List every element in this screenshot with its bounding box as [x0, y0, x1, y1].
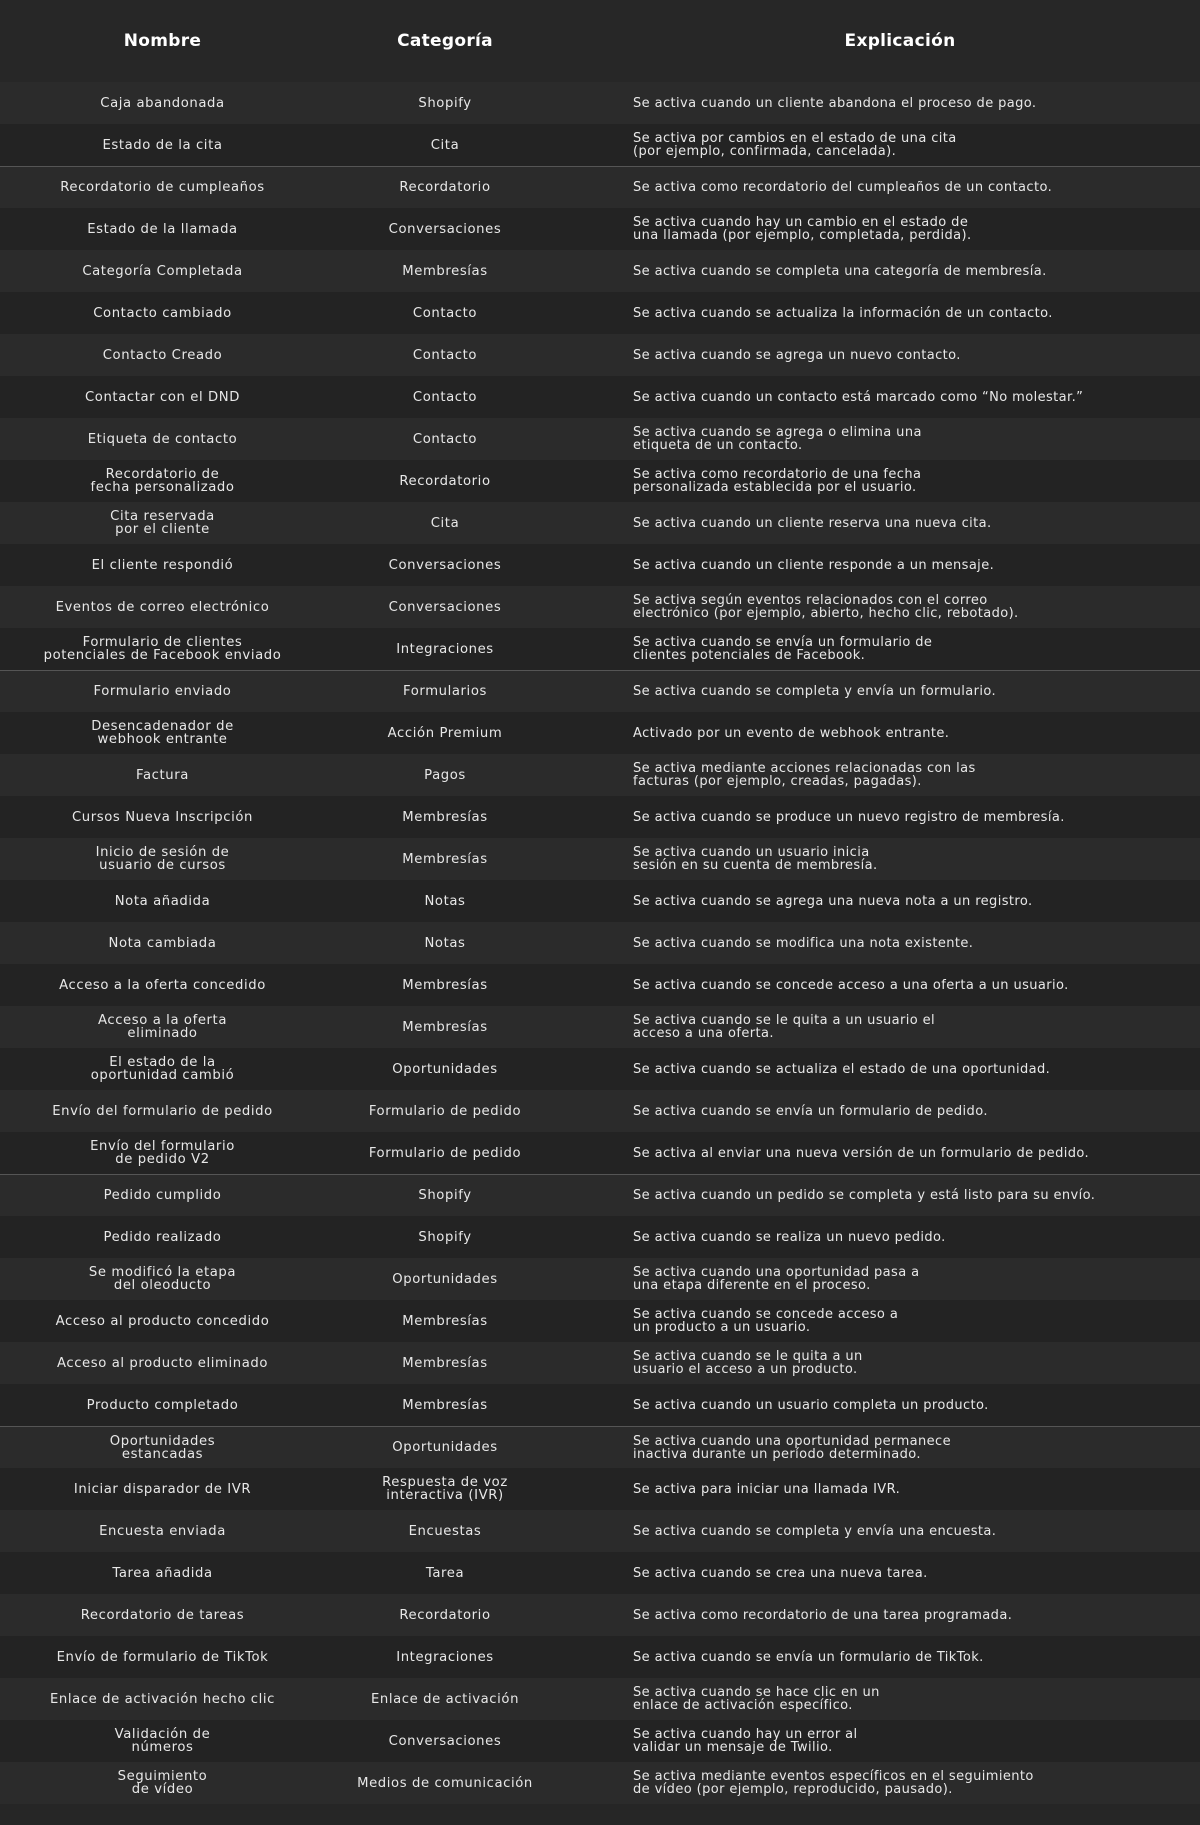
table-row — [0, 1510, 1200, 1552]
table-row — [0, 82, 1200, 124]
row-explanation: Se activa cuando se realiza un nuevo pedido. — [633, 1229, 946, 1245]
row-explanation: Se activa cuando un usuario inicia sesión en su cuenta de membresía. — [633, 845, 878, 873]
row-explanation: Se activa cuando se hace clic en un enlace de activación específico. — [633, 1685, 880, 1713]
table-row — [0, 292, 1200, 334]
row-name: Cursos Nueva Inscripción — [72, 809, 253, 825]
row-category: Recordatorio — [399, 180, 491, 195]
row-name: El estado de la oportunidad cambió — [90, 1055, 235, 1083]
row-explanation: Se activa cuando una oportunidad pasa a una etapa diferente en el proceso. — [633, 1265, 920, 1293]
table-header — [0, 0, 1200, 82]
row-explanation: Se activa mediante eventos específicos en el seguimiento de vídeo (por ejemplo, reproducido, pausado). — [633, 1769, 1034, 1797]
row-name: Envío del formulario de pedido — [52, 1103, 273, 1119]
row-explanation: Se activa cuando se le quita a un usuario el acceso a una oferta. — [633, 1013, 936, 1041]
row-name: Formulario de clientes potenciales de Facebook enviado — [43, 635, 282, 663]
row-explanation: Se activa cuando un cliente reserva una nueva cita. — [633, 515, 992, 531]
row-category: Membresías — [402, 809, 488, 825]
row-explanation: Se activa cuando un usuario completa un producto. — [633, 1397, 989, 1413]
table-row — [0, 1426, 1200, 1468]
row-name: Oportunidades estancadas — [109, 1433, 216, 1462]
table-row — [0, 250, 1200, 292]
row-category: Oportunidades — [392, 1440, 498, 1455]
row-name: Caja abandonada — [100, 95, 225, 111]
row-category: Contacto — [412, 431, 478, 447]
table-row — [0, 880, 1200, 922]
table-row — [0, 334, 1200, 376]
table-row — [0, 838, 1200, 880]
row-explanation: Se activa por cambios en el estado de una cita (por ejemplo, confirmada, cancelada). — [633, 131, 957, 159]
row-name: Tarea añadida — [112, 1565, 213, 1581]
table-row — [0, 502, 1200, 544]
table-row — [0, 1174, 1200, 1216]
row-name: Nota cambiada — [108, 935, 217, 951]
row-category: Formulario de pedido — [368, 1103, 522, 1119]
row-category: Conversaciones — [388, 557, 502, 573]
row-explanation: Se activa cuando un cliente responde a un mensaje. — [633, 557, 995, 573]
header-explanation: Explicación — [844, 31, 956, 51]
table-row — [0, 544, 1200, 586]
row-name: Acceso a la oferta eliminado — [97, 1013, 228, 1041]
row-category: Oportunidades — [392, 1061, 498, 1077]
row-name: Formulario enviado — [93, 684, 232, 699]
table-row — [0, 460, 1200, 502]
table-row — [0, 418, 1200, 460]
table-row — [0, 796, 1200, 838]
row-category: Membresías — [402, 263, 488, 279]
row-name: Se modificó la etapa del oleoducto — [88, 1265, 237, 1293]
row-name: Eventos de correo electrónico — [55, 599, 270, 615]
row-name: Categoría Completada — [82, 263, 243, 279]
row-explanation: Se activa cuando se agrega una nueva nota a un registro. — [633, 893, 1033, 909]
row-name: Etiqueta de contacto — [87, 431, 238, 447]
row-name: Nota añadida — [114, 893, 211, 909]
row-name: Iniciar disparador de IVR — [73, 1481, 252, 1497]
row-explanation: Se activa como recordatorio de una fecha personalizada establecida por el usuario. — [633, 467, 922, 495]
row-explanation: Se activa cuando se concede acceso a un producto a un usuario. — [633, 1307, 899, 1335]
row-explanation: Se activa cuando un pedido se completa y está listo para su envío. — [633, 1188, 1096, 1203]
row-category: Contacto — [412, 305, 478, 321]
row-explanation: Se activa cuando se actualiza la información de un contacto. — [633, 305, 1053, 321]
table-row — [0, 964, 1200, 1006]
row-name: Cita reservada por el cliente — [110, 509, 215, 537]
table-row — [0, 1258, 1200, 1300]
row-name: Acceso a la oferta concedido — [59, 977, 266, 993]
row-category: Formulario de pedido — [368, 1145, 522, 1161]
table-row — [0, 670, 1200, 712]
row-explanation: Se activa como recordatorio del cumpleaños de un contacto. — [633, 180, 1053, 195]
table-row — [0, 628, 1200, 670]
row-category: Conversaciones — [388, 221, 502, 237]
table-row — [0, 376, 1200, 418]
row-category: Tarea — [425, 1565, 465, 1581]
row-explanation: Se activa cuando una oportunidad permanece inactiva durante un período determinado. — [633, 1433, 951, 1462]
row-name: Envío de formulario de TikTok — [56, 1649, 269, 1665]
row-explanation: Se activa para iniciar una llamada IVR. — [633, 1481, 901, 1497]
row-category: Recordatorio — [399, 1607, 491, 1623]
row-explanation: Se activa cuando se completa y envía un formulario. — [633, 684, 997, 699]
row-category: Shopify — [418, 1188, 472, 1203]
table-row — [0, 1048, 1200, 1090]
row-explanation: Se activa cuando se crea una nueva tarea. — [633, 1565, 928, 1581]
row-category: Formularios — [403, 684, 487, 699]
row-category: Membresías — [402, 977, 488, 993]
row-explanation: Se activa cuando se agrega un nuevo contacto. — [633, 347, 961, 363]
row-category: Membresías — [402, 1397, 488, 1413]
row-category: Pagos — [424, 767, 466, 783]
table-row — [0, 1132, 1200, 1174]
row-explanation: Se activa cuando se actualiza el estado de una oportunidad. — [633, 1061, 1051, 1077]
row-name: Acceso al producto concedido — [55, 1313, 270, 1329]
table-row — [0, 1678, 1200, 1720]
row-category: Encuestas — [408, 1523, 482, 1539]
row-explanation: Se activa al enviar una nueva versión de un formulario de pedido. — [633, 1145, 1090, 1161]
row-explanation: Se activa cuando un cliente abandona el proceso de pago. — [633, 95, 1037, 111]
row-explanation: Se activa como recordatorio de una tarea programada. — [633, 1607, 1013, 1623]
row-category: Notas — [424, 935, 466, 951]
header-category: Categoría — [397, 31, 493, 51]
row-name: Contactar con el DND — [84, 389, 240, 405]
row-explanation: Se activa cuando se modifica una nota existente. — [633, 935, 974, 951]
row-explanation: Se activa según eventos relacionados con el correo electrónico (por ejemplo, abierto, hecho clic, rebotado). — [633, 593, 1019, 621]
row-category: Shopify — [418, 1229, 472, 1245]
row-category: Integraciones — [396, 641, 494, 657]
row-category: Conversaciones — [388, 599, 502, 615]
row-name: Pedido realizado — [103, 1229, 222, 1245]
table-row — [0, 1300, 1200, 1342]
row-category: Recordatorio — [399, 473, 491, 489]
table-row — [0, 1762, 1200, 1804]
row-name: Factura — [136, 767, 189, 783]
row-name: Producto completado — [86, 1397, 239, 1413]
row-explanation: Activado por un evento de webhook entrante. — [633, 725, 950, 741]
row-name: Desencadenador de webhook entrante — [91, 719, 234, 747]
row-category: Acción Premium — [387, 725, 503, 741]
row-explanation: Se activa cuando se produce un nuevo registro de membresía. — [633, 809, 1065, 825]
row-name: Seguimiento de vídeo — [117, 1769, 208, 1797]
row-category: Cita — [430, 515, 460, 531]
table-row — [0, 1636, 1200, 1678]
row-name: El cliente respondió — [91, 557, 234, 573]
table-row — [0, 712, 1200, 754]
row-explanation: Se activa mediante acciones relacionadas con las facturas (por ejemplo, creadas, pagadas). — [633, 761, 976, 789]
row-category: Respuesta de voz interactiva (IVR) — [382, 1475, 508, 1503]
table-row — [0, 1006, 1200, 1048]
row-category: Membresías — [402, 1355, 488, 1371]
row-category: Membresías — [402, 851, 488, 867]
row-explanation: Se activa cuando se envía un formulario de TikTok. — [633, 1649, 984, 1665]
table-row — [0, 1552, 1200, 1594]
table-row — [0, 1384, 1200, 1426]
row-category: Integraciones — [396, 1649, 494, 1665]
table-row — [0, 1594, 1200, 1636]
table-row — [0, 1468, 1200, 1510]
table-body — [0, 82, 1200, 1804]
table-row — [0, 1342, 1200, 1384]
row-category: Shopify — [418, 95, 472, 111]
row-explanation: Se activa cuando se completa y envía una encuesta. — [633, 1523, 997, 1539]
row-name: Recordatorio de tareas — [80, 1607, 245, 1623]
row-name: Contacto cambiado — [93, 305, 232, 321]
row-name: Recordatorio de fecha personalizado — [90, 467, 235, 495]
header-name: Nombre — [123, 31, 202, 51]
row-category: Contacto — [412, 347, 478, 363]
table-row — [0, 208, 1200, 250]
row-explanation: Se activa cuando se le quita a un usuario el acceso a un producto. — [633, 1349, 863, 1377]
table-row — [0, 922, 1200, 964]
row-category: Membresías — [402, 1019, 488, 1035]
row-category: Medios de comunicación — [357, 1775, 533, 1791]
row-name: Envío del formulario de pedido V2 — [90, 1139, 235, 1167]
table-row — [0, 166, 1200, 208]
row-category: Oportunidades — [392, 1271, 498, 1287]
row-category: Cita — [430, 137, 460, 153]
row-name: Estado de la llamada — [87, 221, 238, 237]
row-name: Encuesta enviada — [99, 1523, 226, 1539]
row-category: Enlace de activación — [370, 1691, 520, 1707]
row-explanation: Se activa cuando se envía un formulario de clientes potenciales de Facebook. — [633, 635, 933, 663]
row-explanation: Se activa cuando se concede acceso a una oferta a un usuario. — [633, 977, 1069, 993]
row-category: Conversaciones — [388, 1733, 502, 1749]
row-name: Enlace de activación hecho clic — [49, 1691, 276, 1707]
row-name: Recordatorio de cumpleaños — [60, 180, 265, 195]
row-explanation: Se activa cuando se completa una categoría de membresía. — [633, 263, 1047, 279]
row-name: Pedido cumplido — [103, 1188, 222, 1203]
table-row — [0, 754, 1200, 796]
table-row — [0, 586, 1200, 628]
row-category: Notas — [424, 893, 466, 909]
row-name: Estado de la cita — [102, 137, 223, 153]
row-explanation: Se activa cuando un contacto está marcado como “No molestar.” — [633, 389, 1084, 405]
row-name: Inicio de sesión de usuario de cursos — [95, 845, 230, 873]
table-row — [0, 1720, 1200, 1762]
row-category: Contacto — [412, 389, 478, 405]
table-row — [0, 124, 1200, 166]
row-category: Membresías — [402, 1313, 488, 1329]
table-row — [0, 1216, 1200, 1258]
row-explanation: Se activa cuando hay un error al validar un mensaje de Twilio. — [633, 1727, 858, 1755]
row-name: Validación de números — [114, 1727, 211, 1755]
row-name: Acceso al producto eliminado — [56, 1355, 269, 1371]
row-explanation: Se activa cuando se envía un formulario de pedido. — [633, 1103, 988, 1119]
table-row — [0, 1090, 1200, 1132]
row-explanation: Se activa cuando hay un cambio en el estado de una llamada (por ejemplo, completada, perdida). — [633, 215, 972, 243]
row-name: Contacto Creado — [102, 347, 223, 363]
row-explanation: Se activa cuando se agrega o elimina una etiqueta de un contacto. — [633, 425, 922, 453]
